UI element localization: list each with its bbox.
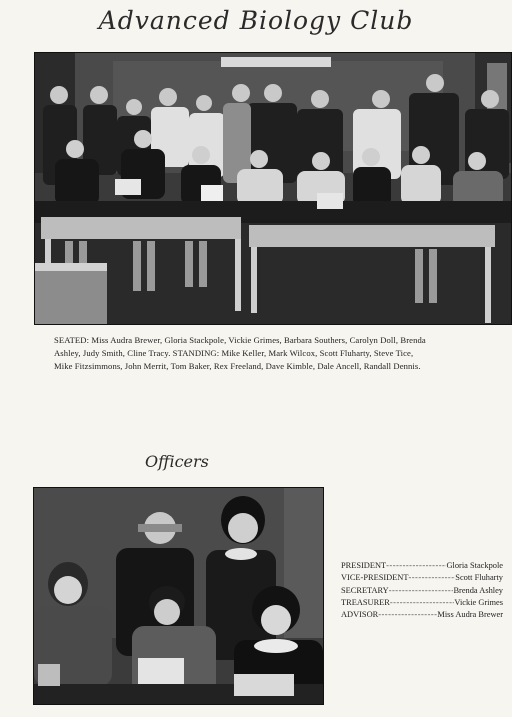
officers-roster (341, 560, 503, 621)
officer-row-secretary (341, 585, 503, 597)
officer-name: Vickie Grimes (454, 597, 503, 607)
officer-name: Scott Fluharty (455, 573, 503, 583)
officer-role: PRESIDENT (341, 561, 387, 570)
leader-dashes (386, 560, 446, 572)
officer-name: Gloria Stackpole (446, 561, 503, 570)
officer-row-treasurer (341, 597, 503, 609)
officer-name: Miss Audra Brewer (437, 610, 503, 620)
officer-row-advisor (341, 609, 503, 621)
club-photo-caption (54, 334, 498, 373)
leader-dashes (389, 585, 454, 597)
officer-name: Brenda Ashley (453, 585, 503, 595)
officers-photo (33, 487, 324, 705)
caption-line: SEATED: Miss Audra Brewer, Gloria Stackpole, Vickie Grimes, Barbara Southers, Carolyn Doll, Brenda (54, 335, 426, 345)
leader-dashes (378, 609, 437, 621)
officer-role: ADVISOR (341, 610, 379, 620)
club-group-photo (34, 52, 512, 325)
leader-dashes (408, 572, 455, 584)
officer-role: TREASURER (341, 597, 390, 607)
caption-line: Mike Fitzsimmons, John Merrit, Tom Baker, Rex Freeland, Dave Kimble, Dale Ancell, Randall Dennis. (54, 361, 421, 371)
officer-row-president (341, 560, 503, 572)
officer-row-vice-president (341, 572, 503, 584)
leader-dashes (390, 597, 455, 609)
officer-role: SECRETARY (341, 585, 389, 595)
page-title: Advanced Biology Club (98, 6, 414, 35)
caption-line: Ashley, Judy Smith, Cline Tracy. STANDING: Mike Keller, Mark Wilcox, Scott Fluharty, Steve Tice, (54, 348, 414, 358)
officer-role: VICE-PRESIDENT (341, 573, 409, 583)
officers-heading: Officers (145, 452, 209, 471)
